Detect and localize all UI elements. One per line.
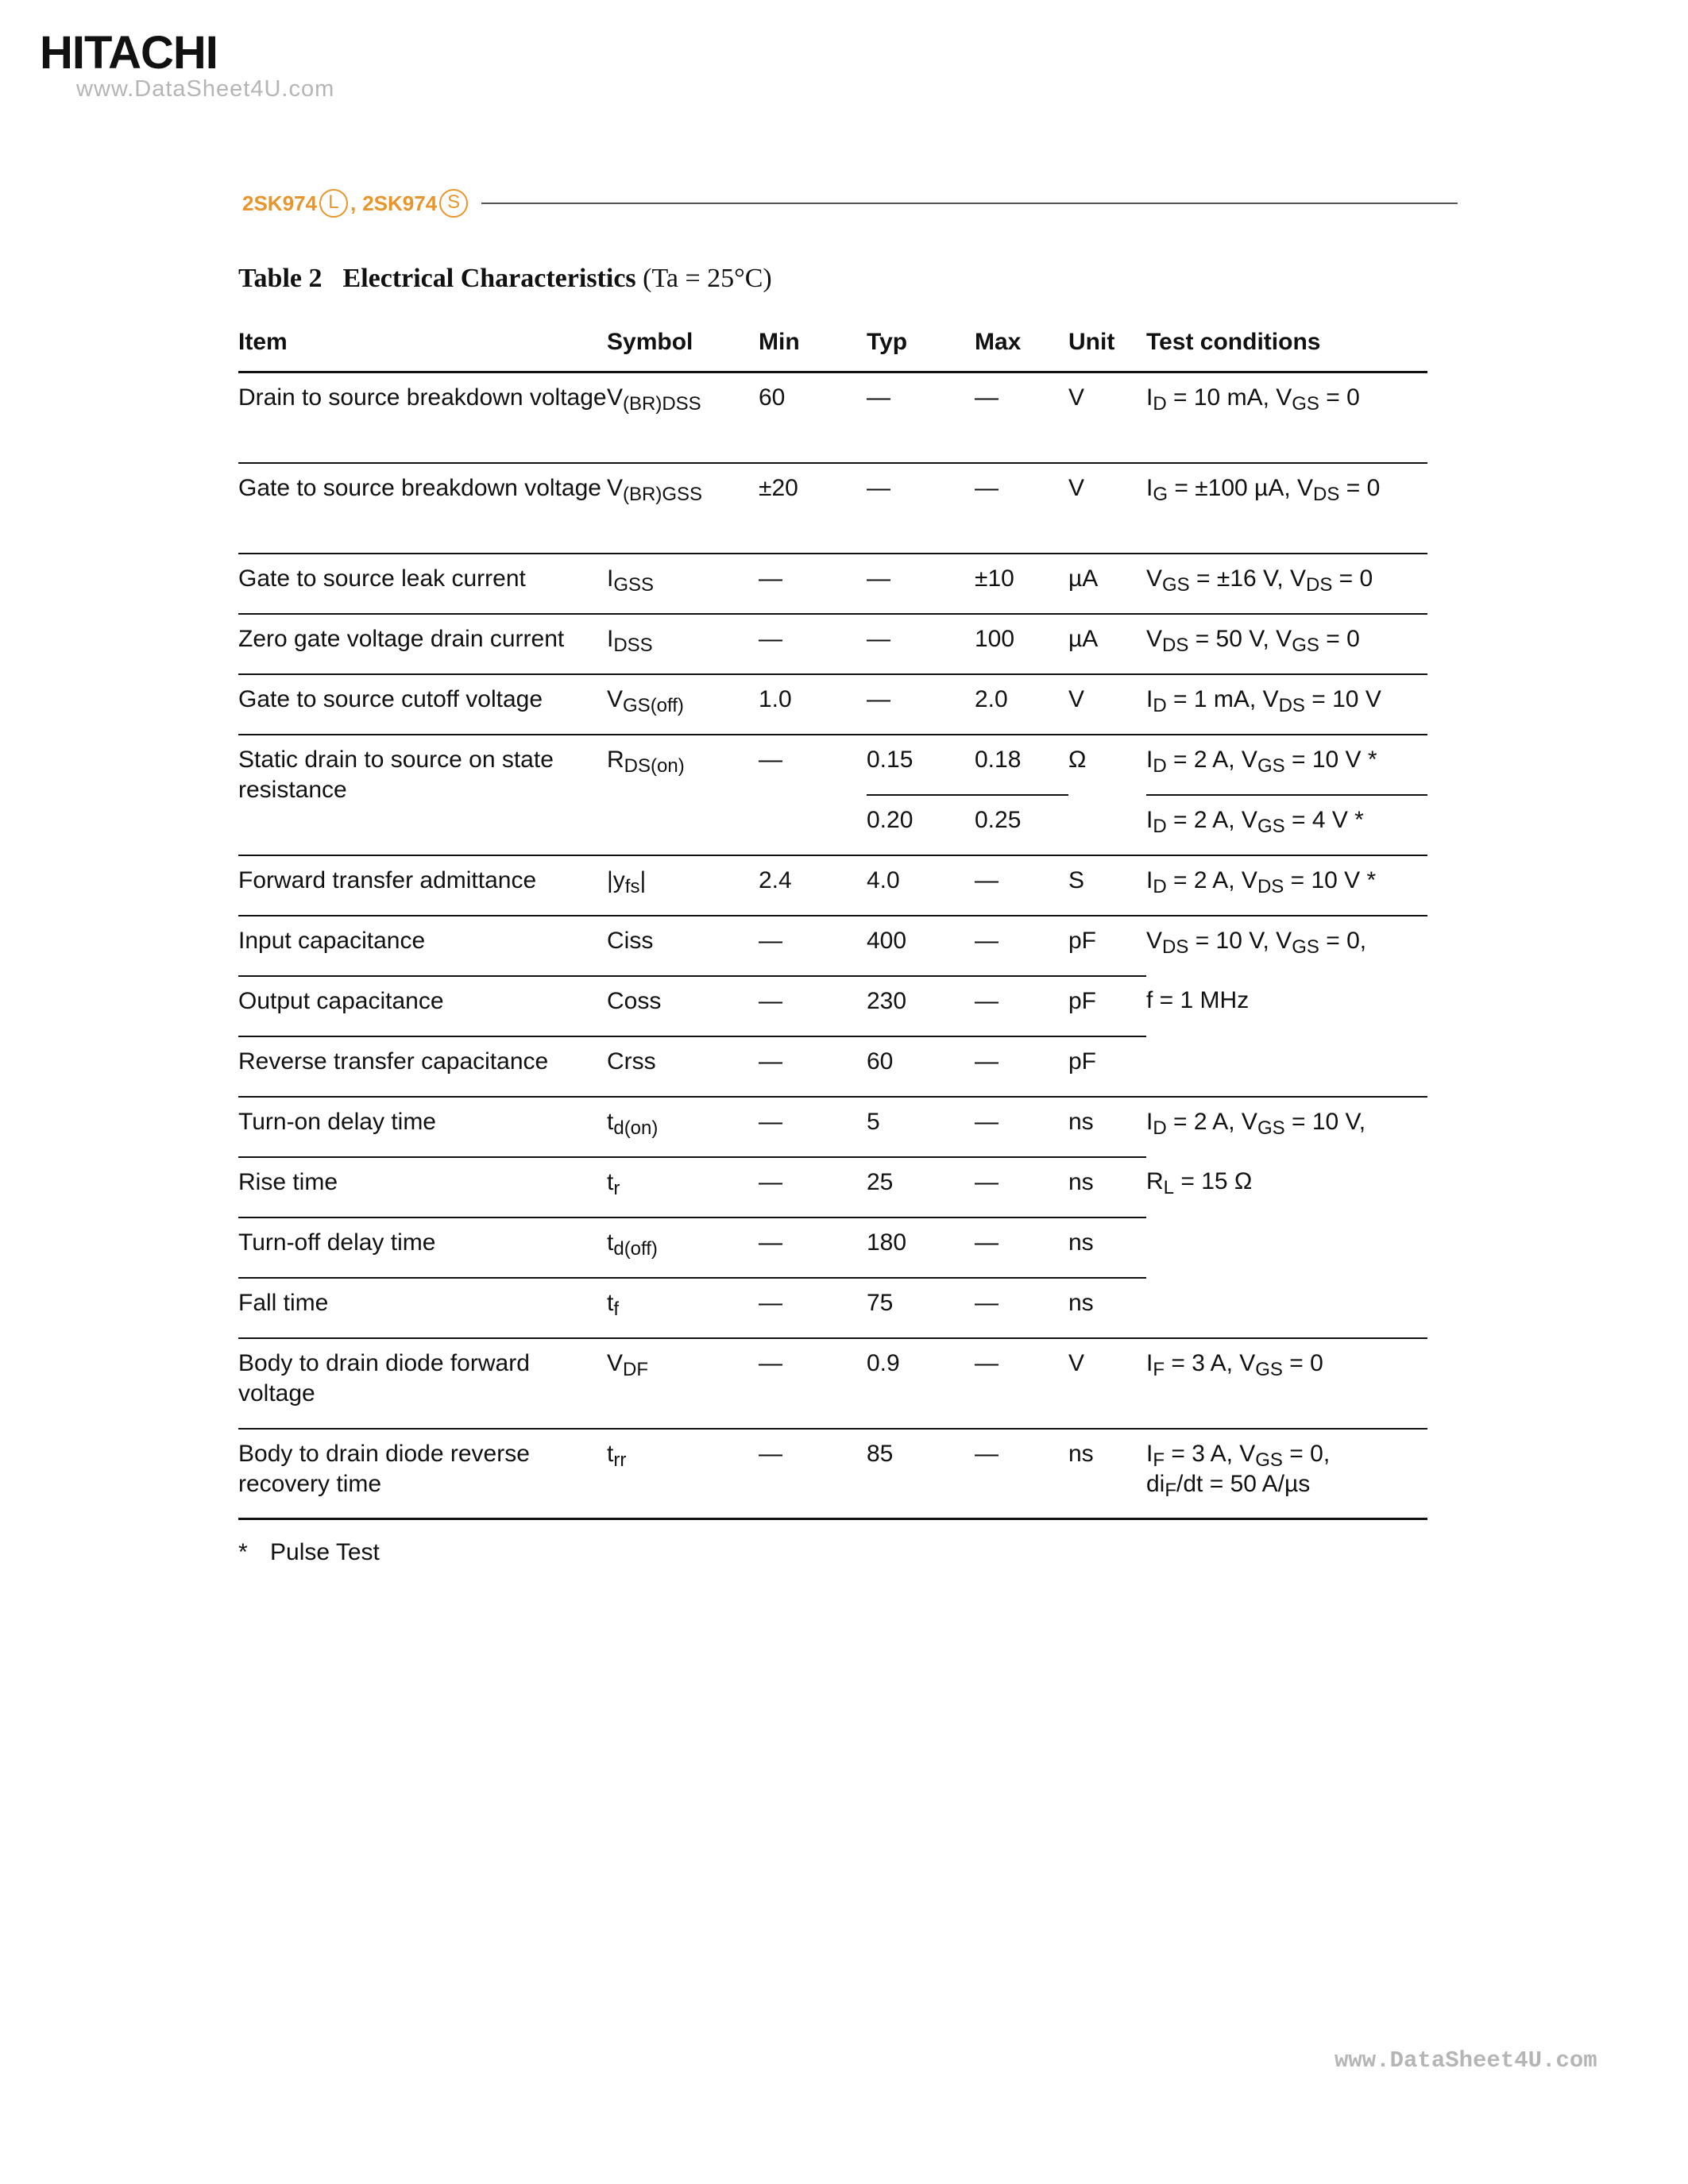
typ-cell: 4.0 [867, 855, 975, 916]
table-row [238, 1097, 1427, 1157]
unit-cell: pF [1068, 916, 1146, 976]
table-row [238, 976, 1427, 1036]
table-row [238, 1036, 1427, 1097]
max-cell: — [975, 916, 1068, 976]
conditions-cell: $V_{DS} = 50$ V, $V_{GS} = 0$ [1146, 614, 1427, 674]
table-header-row [238, 314, 1427, 372]
unit-cell: ns [1068, 1429, 1146, 1519]
item-cell: Gate to source cutoff voltage [238, 674, 607, 735]
table-row [238, 463, 1427, 554]
typ-cell: 180 [867, 1217, 975, 1278]
min-cell: — [759, 1036, 867, 1097]
conditions-cell: f = 1 MHz [1146, 986, 1250, 1013]
max-cell: — [975, 1157, 1068, 1217]
table-number: Table 2 [238, 264, 323, 293]
part-number-b: 2SK974 [362, 191, 438, 215]
symbol-cell: $I_{DSS}$ [607, 614, 759, 674]
typ-cell: 0.9 [867, 1338, 975, 1429]
max-cell: — [975, 855, 1068, 916]
max-cell: 2.0 [975, 674, 1068, 735]
min-cell: — [759, 614, 867, 674]
min-cell: — [759, 1097, 867, 1157]
max-cell: 0.18 [975, 735, 1068, 795]
typ-cell: 85 [867, 1429, 975, 1519]
typ-cell: — [867, 554, 975, 614]
table-row [238, 1338, 1427, 1429]
typ-cell: — [867, 463, 975, 554]
electrical-characteristics-table [238, 314, 1427, 1520]
item-cell: Zero gate voltage drain current [238, 614, 607, 674]
unit-cell: V [1068, 372, 1146, 463]
watermark-bottom[interactable]: www.DataSheet4U.com [1335, 2047, 1597, 2074]
table-condition: (Ta = 25°C) [643, 264, 772, 293]
header-rule [481, 203, 1458, 204]
part-number-header [242, 186, 1458, 221]
min-cell: 2.4 [759, 855, 867, 916]
unit-cell: µA [1068, 614, 1146, 674]
min-cell: — [759, 1429, 867, 1519]
unit-cell: V [1068, 463, 1146, 554]
package-l-badge: L [319, 189, 348, 218]
conditions-cell: $I_D = 2$ A, $V_{GS} = 10$ V * [1146, 735, 1427, 795]
table-row [238, 735, 1427, 795]
table-title [238, 264, 772, 294]
typ-cell: 230 [867, 976, 975, 1036]
col-min: Min [759, 314, 867, 372]
table-row [238, 614, 1427, 674]
min-cell: — [759, 976, 867, 1036]
symbol-cell: $V_{(BR)DSS}$ [607, 372, 759, 463]
min-cell: 60 [759, 372, 867, 463]
min-cell: — [759, 916, 867, 976]
col-typ: Typ [867, 314, 975, 372]
item-cell: Input capacitance [238, 916, 607, 976]
unit-cell: pF [1068, 976, 1146, 1036]
conditions-cell: $I_D = 2$ A, $V_{DS} = 10$ V * [1146, 855, 1427, 916]
symbol-cell: $I_{GSS}$ [607, 554, 759, 614]
col-conditions: Test conditions [1146, 314, 1427, 372]
symbol-cell: $t_{d(off)}$ [607, 1217, 759, 1278]
part-separator: , [350, 191, 357, 215]
item-cell: Rise time [238, 1157, 607, 1217]
footnote-marker: * [238, 1539, 248, 1565]
min-cell: — [759, 1217, 867, 1278]
typ-cell: 60 [867, 1036, 975, 1097]
unit-cell: ns [1068, 1157, 1146, 1217]
typ-cell: 0.15 [867, 735, 975, 795]
typ-cell: 75 [867, 1278, 975, 1338]
item-cell: Gate to source breakdown voltage [238, 463, 607, 554]
typ-cell: — [867, 674, 975, 735]
conditions-cell: $I_D = 1$ mA, $V_{DS} = 10$ V [1146, 674, 1427, 735]
symbol-cell: $R_{DS(on)}$ [607, 735, 759, 855]
item-cell: Reverse transfer capacitance [238, 1036, 607, 1097]
conditions-cell: $I_G = \pm 100$ µA, $V_{DS} = 0$ [1146, 463, 1427, 554]
item-cell: Body to drain diode reverse recovery time [238, 1429, 607, 1519]
item-cell: Gate to source leak current [238, 554, 607, 614]
package-s-badge: S [439, 189, 468, 218]
table-name: Electrical Characteristics [342, 264, 636, 293]
item-cell: Body to drain diode forward voltage [238, 1338, 607, 1429]
item-cell: Turn-off delay time [238, 1217, 607, 1278]
symbol-cell: $V_{(BR)GSS}$ [607, 463, 759, 554]
max-cell: — [975, 1217, 1068, 1278]
symbol-cell: $t_r$ [607, 1157, 759, 1217]
conditions-cell: $I_D = 2$ A, $V_{GS} = 10$ V, [1146, 1108, 1366, 1139]
max-cell: 0.25 [975, 795, 1068, 855]
typ-cell: 400 [867, 916, 975, 976]
max-cell: — [975, 1036, 1068, 1097]
conditions-cell [1146, 1217, 1427, 1278]
footnote-text: Pulse Test [270, 1539, 380, 1565]
conditions-cell [1146, 1036, 1427, 1097]
footnote [238, 1539, 380, 1566]
col-unit: Unit [1068, 314, 1146, 372]
min-cell: — [759, 735, 867, 855]
typ-cell: 5 [867, 1097, 975, 1157]
table-row [238, 1157, 1427, 1217]
table-row [238, 674, 1427, 735]
symbol-cell: Crss [607, 1036, 759, 1097]
max-cell: — [975, 1097, 1068, 1157]
min-cell: 1.0 [759, 674, 867, 735]
conditions-cell: $V_{DS} = 10$ V, $V_{GS} = 0$, [1146, 927, 1367, 958]
symbol-cell: $t_{d(on)}$ [607, 1097, 759, 1157]
max-cell: 100 [975, 614, 1068, 674]
unit-cell: V [1068, 1338, 1146, 1429]
symbol-cell: $t_{rr}$ [607, 1429, 759, 1519]
hitachi-logo: HITACHI [40, 27, 218, 79]
conditions-cell: $I_F = 3$ A, $V_{GS} = 0$ [1146, 1338, 1427, 1429]
col-max: Max [975, 314, 1068, 372]
max-cell: — [975, 976, 1068, 1036]
symbol-cell: $|y_{fs}|$ [607, 855, 759, 916]
unit-cell: Ω [1068, 735, 1146, 855]
item-cell: Drain to source breakdown voltage [238, 372, 607, 463]
conditions-cell: $I_F = 3$ A, $V_{GS} = 0$, $di_F/dt = 50$ A/µs [1146, 1429, 1427, 1519]
item-cell: Output capacitance [238, 976, 607, 1036]
symbol-cell: Coss [607, 976, 759, 1036]
col-symbol: Symbol [607, 314, 759, 372]
min-cell: — [759, 554, 867, 614]
table-row [238, 554, 1427, 614]
table-row [238, 855, 1427, 916]
symbol-cell: $V_{GS(off)}$ [607, 674, 759, 735]
table-row [238, 1278, 1427, 1338]
typ-cell: — [867, 372, 975, 463]
symbol-cell: $V_{DF}$ [607, 1338, 759, 1429]
typ-cell: 0.20 [867, 795, 975, 855]
max-cell: — [975, 1278, 1068, 1338]
unit-cell: ns [1068, 1278, 1146, 1338]
unit-cell: ns [1068, 1097, 1146, 1157]
unit-cell: S [1068, 855, 1146, 916]
part-number-a: 2SK974 [242, 191, 317, 215]
unit-cell: V [1068, 674, 1146, 735]
unit-cell: ns [1068, 1217, 1146, 1278]
table-row [238, 1429, 1427, 1519]
item-cell: Static drain to source on state resistance [238, 735, 607, 855]
item-cell: Turn-on delay time [238, 1097, 607, 1157]
symbol-cell: Ciss [607, 916, 759, 976]
table-row [238, 1217, 1427, 1278]
max-cell: — [975, 372, 1068, 463]
watermark-top[interactable]: www.DataSheet4U.com [76, 76, 335, 102]
max-cell: — [975, 1429, 1068, 1519]
conditions-cell: $I_D = 2$ A, $V_{GS} = 4$ V * [1146, 795, 1427, 855]
conditions-cell [1146, 1278, 1427, 1338]
conditions-cell: $V_{GS} = \pm 16$ V, $V_{DS} = 0$ [1146, 554, 1427, 614]
col-item: Item [238, 314, 607, 372]
item-cell: Fall time [238, 1278, 607, 1338]
max-cell: — [975, 463, 1068, 554]
max-cell: — [975, 1338, 1068, 1429]
conditions-cell: $R_L = 15$ Ω [1146, 1167, 1253, 1198]
typ-cell: 25 [867, 1157, 975, 1217]
min-cell: — [759, 1338, 867, 1429]
conditions-cell: $I_D = 10$ mA, $V_{GS} = 0$ [1146, 372, 1427, 463]
item-cell: Forward transfer admittance [238, 855, 607, 916]
symbol-cell: $t_f$ [607, 1278, 759, 1338]
min-cell: ±20 [759, 463, 867, 554]
min-cell: — [759, 1278, 867, 1338]
unit-cell: µA [1068, 554, 1146, 614]
table-row [238, 372, 1427, 463]
typ-cell: — [867, 614, 975, 674]
max-cell: ±10 [975, 554, 1068, 614]
unit-cell: pF [1068, 1036, 1146, 1097]
table-row [238, 916, 1427, 976]
min-cell: — [759, 1157, 867, 1217]
